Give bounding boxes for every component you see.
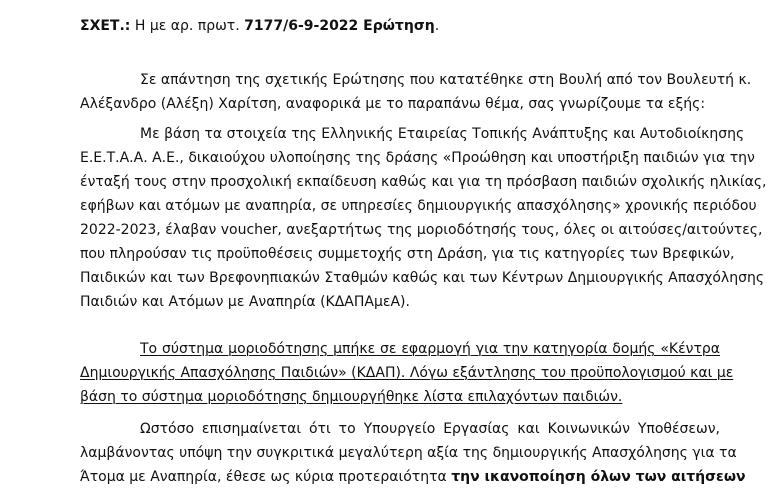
underlined-text: Δημιουργικής Απασχόλησης Παιδιών» (ΚΔΑΠ). Λόγω εξάντλησης του προϋπολογισμού και με [80,365,734,381]
paragraph-reply-intro [80,68,752,116]
reference-text: Η με αρ. πρωτ. [134,18,240,34]
paragraph-line [80,361,734,385]
paragraph-line [80,465,746,489]
reference-period: . [434,18,440,34]
underlined-text: Το σύστημα μοριοδότησης μπήκε σε εφαρμογή για την κατηγορία δομής «Κέντρα [140,341,720,357]
paragraph-line: Παιδιών και Ατόμων με Αναπηρία (ΚΔΑΠΑμεΑ). [80,294,410,310]
paragraph-line: λαμβάνοντας υπόψη την συγκριτικά μεγαλύτερη αξία της δημιουργικής Απασχόλησης για τα [80,445,737,461]
paragraph-line [80,337,720,361]
paragraph-line: Σε απάντηση της σχετικής Ερώτησης που κατατέθηκε στη Βουλή από τον Βουλευτή κ. [140,72,752,88]
paragraph-line: Παιδικών και των Βρεφονηπιακών Σταθμών καθώς και των Κέντρων Δημιουργικής Απασχόλησης [80,270,765,286]
paragraph-line [80,385,720,409]
paragraph-line: Ωστόσο επισημαίνεται ότι το Υπουργείο Εργασίας και Κοινωνικών Υποθέσεων, [140,421,720,437]
reference-label: ΣΧΕΤ.: [80,18,131,34]
paragraph-line: εφήβων και ατόμων με αναπηρία, σε υπηρεσίες δημιουργικής απασχόλησης» χρονικής περιόδου [80,198,757,214]
paragraph-text: Άτομα με Αναπηρία, έθεσε ως κύρια προτεραιότητα [80,469,447,485]
paragraph-line: Με βάση τα στοιχεία της Ελληνικής Εταιρείας Τοπικής Ανάπτυξης και Αυτοδιοίκησης [140,126,745,142]
paragraph-line: που πληρούσαν τις προϋποθέσεις συμμετοχής στη Δράση, για τις κατηγορίες των Βρεφικών, [80,246,735,262]
reference-number: 7177/6-9-2022 Ερώτηση [244,18,435,34]
paragraph-line: 2022-2023, έλαβαν voucher, ανεξαρτήτως της μοριοδότησής τους, όλες οι αιτούσες/αιτούντες, [80,222,763,238]
paragraph-line: ένταξή τους στην προσχολική εκπαίδευση καθώς και για τη πρόσβαση παιδιών σχολικής ηλικίας, [80,174,767,190]
paragraph-line: Ε.Ε.Τ.Α.Α. Α.Ε., δικαιούχου υλοποίησης της δράσης «Προώθηση και υποστήριξη παιδιών για την [80,150,755,166]
paragraph-line: Αλέξανδρο (Αλέξη) Χαρίτση, αναφορικά με το παραπάνω θέμα, σας γνωρίζουμε τα εξής: [80,96,706,112]
paragraph-ministry-priority [80,417,746,489]
underlined-text: βάση το σύστημα μοριοδότησης δημιουργήθηκε λίστα επιλαχόντων παιδιών. [80,389,623,405]
paragraph-voucher-data [80,122,767,314]
reference-line [80,16,439,36]
bold-emphasis-text: την ικανοποίηση όλων των αιτήσεων [451,469,746,485]
paragraph-scoring-system [80,337,734,409]
